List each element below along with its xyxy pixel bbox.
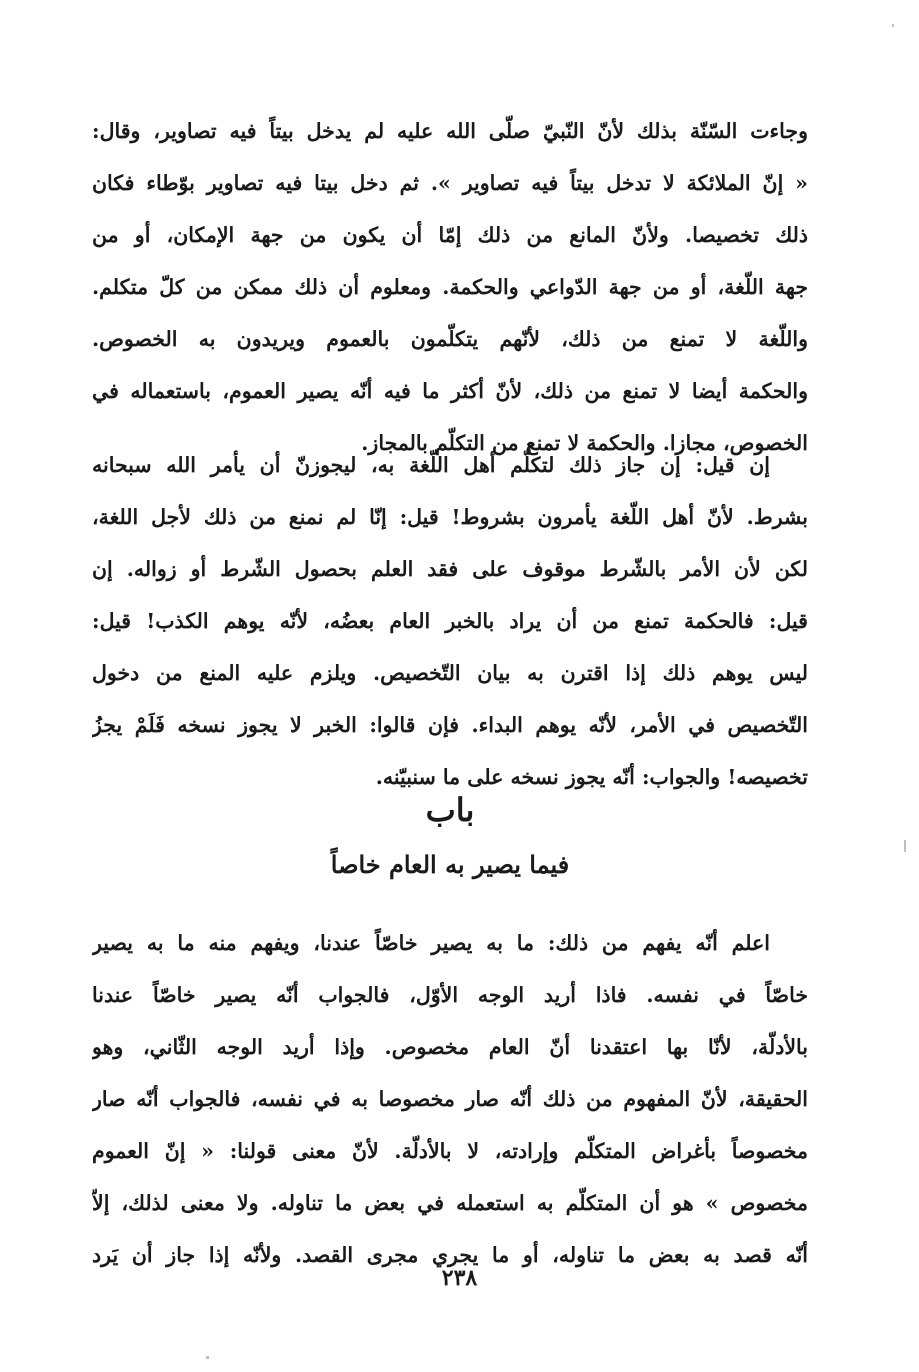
text-line: واللّغة لا تمنع من ذلك، لأنّهم يتكلّمون بالعموم ويريدون به الخصوص.: [92, 327, 808, 351]
text-line: تخصيصه! والجواب: أنّه يجوز نسخه على ما سنبيّنه.: [375, 765, 808, 789]
scan-speck: [206, 1356, 209, 1359]
text-line: قيل: فالحكمة تمنع من أن يراد بالخبر العام بعضُه، لأنّه يوهم الكذب! قيل:: [92, 609, 808, 633]
text-line: خاصّاً في نفسه. فاذا أريد الوجه الأوّل، فالجواب أنّه يصير خاصّاً عندنا: [92, 983, 808, 1007]
text-line: اعلم أنّه يفهم من ذلك: ما به يصير خاصّاً عندنا، ويفهم منه ما به يصير: [92, 931, 770, 955]
section-heading: باب: [425, 791, 475, 829]
text-line: إن قيل: إن جاز ذلك لتكلّم أهل اللّغة به، ليجوزنّ أن يأمر الله سبحانه: [92, 453, 770, 477]
paragraph-2: [92, 439, 808, 803]
text-line: « إنّ الملائكة لا تدخل بيتاً فيه تصاوير ». ثم دخل بيتا فيه تصاوير بوّطاء فكان: [92, 171, 808, 195]
page-number: ٢٣٨: [441, 1265, 478, 1291]
text-line: مخصوص » هو أن المتكلّم به استعمله في بعض ما تناوله. ولا معنى لذلك، إلاّ: [92, 1191, 808, 1215]
text-line: ذلك تخصيصا. ولأنّ المانع من ذلك إمّا أن يكون من جهة الإمكان، أو من: [92, 223, 808, 247]
scan-speck: [904, 840, 906, 852]
text-line: جهة اللّغة، أو من جهة الدّواعي والحكمة. ومعلوم أن ذلك ممكن من كلّ متكلم.: [92, 275, 808, 299]
scan-speck: [892, 24, 894, 27]
text-line: ليس يوهم ذلك إذا اقترن به بيان التّخصيص. ويلزم عليه المنع من دخول: [92, 661, 808, 685]
text-line: وجاءت السّنّة بذلك لأنّ النّبيّ صلّى الله عليه لم يدخل بيتاً فيه تصاوير، وقال:: [92, 119, 808, 143]
text-line: الخصوص، مجازا. والحكمة لا تمنع من التكلّم بالمجاز.: [361, 431, 808, 455]
text-line: بشرط. لأنّ أهل اللّغة يأمرون بشروط! قيل: إنّا لم نمنع من ذلك لأجل اللغة،: [92, 505, 808, 529]
text-line: الحقيقة، لأنّ المفهوم من ذلك أنّه صار مخصوصا به في نفسه، فالجواب أنّه صار: [92, 1087, 808, 1111]
text-line: لكن لأن الأمر بالشّرط موقوف على فقد العلم بحصول الشّرط أو زواله. إن: [92, 557, 808, 581]
text-line: والحكمة أيضا لا تمنع من ذلك، لأنّ أكثر ما فيه أنّه يصير العموم، باستعماله في: [92, 379, 808, 403]
paragraph-3: [92, 917, 808, 1281]
text-line: بالأدلّة، لأنّا بها اعتقدنا أنّ العام مخصوص. وإذا أريد الوجه الثّاني، وهو: [92, 1035, 808, 1059]
paragraph-1: [92, 105, 808, 469]
text-line: التّخصيص في الأمر، لأنّه يوهم البداء. فإن قالوا: الخبر لا يجوز نسخه فَلَمْ يجزُ: [92, 713, 808, 737]
text-line: مخصوصاً بأغراض المتكلّم وإرادته، لا بالأدلّة. لأنّ معنى قولنا: « إنّ العموم: [92, 1139, 808, 1163]
section-subtitle: فيما يصير به العام خاصاً: [330, 850, 570, 879]
text-line: أنّه قصد به بعض ما تناوله، أو ما يجري مجرى القصد. ولأنّه إذا جاز أن يَرد: [92, 1243, 808, 1267]
